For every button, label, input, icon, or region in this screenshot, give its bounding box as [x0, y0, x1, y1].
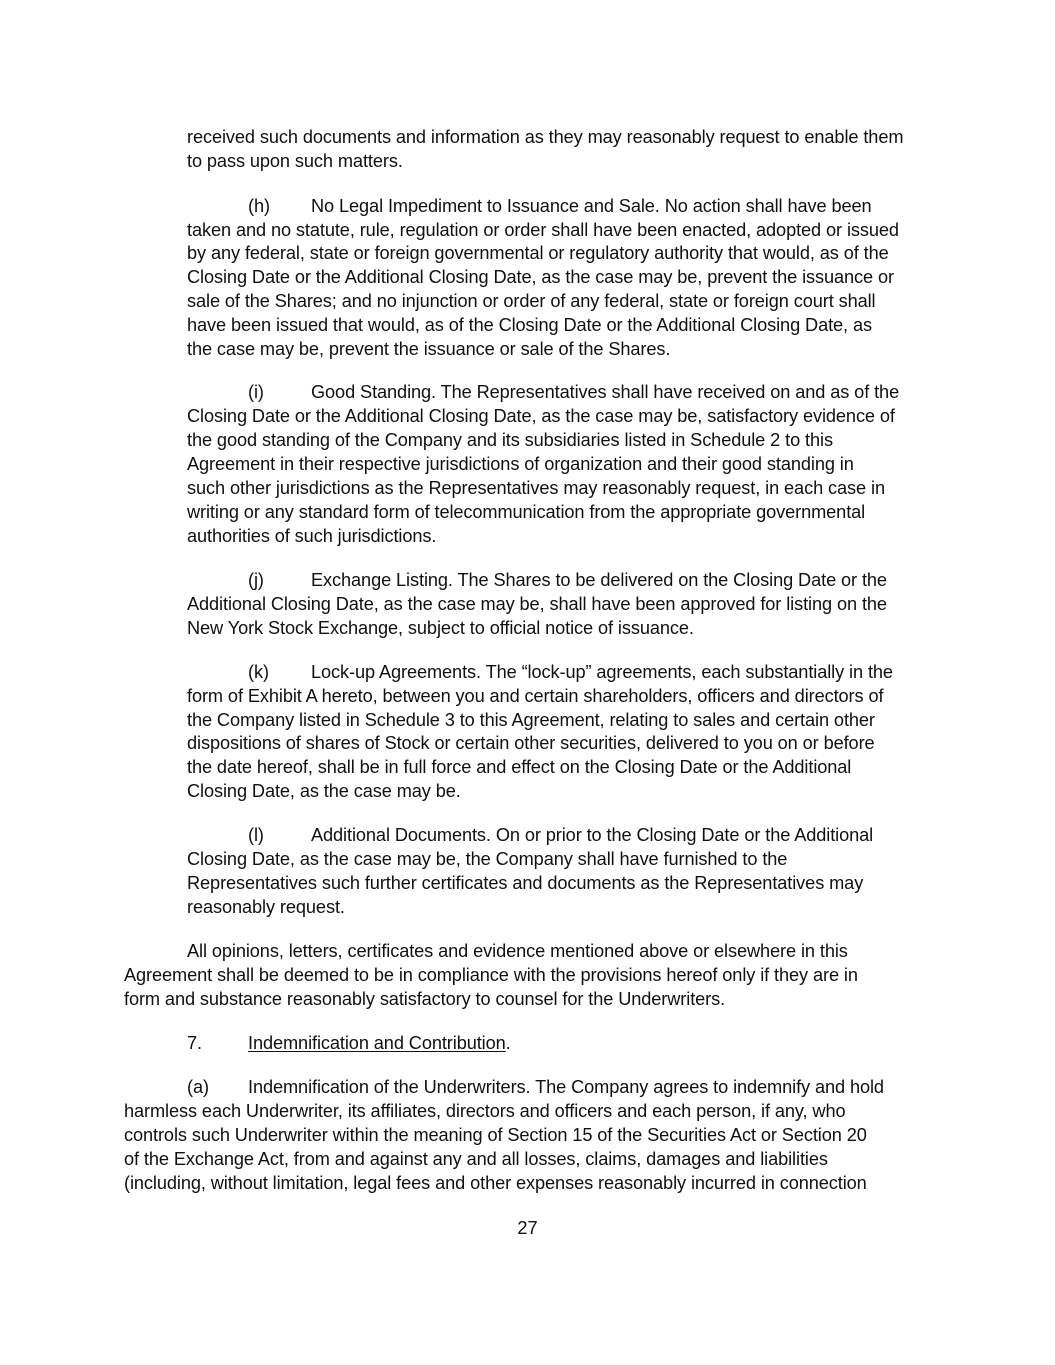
body-text-line: dispositions of shares of Stock or certain other securities, delivered to you on or before: [187, 733, 875, 753]
body-text-line: Agreement shall be deemed to be in compliance with the provisions hereof only if they are in: [124, 965, 858, 985]
body-text-line: Representatives such further certificates and documents as the Representatives may: [187, 873, 864, 893]
clause-heading-line: No Legal Impediment to Issuance and Sale. No action shall have been: [311, 196, 872, 216]
body-text-line: controls such Underwriter within the meaning of Section 15 of the Securities Act or Section 20: [124, 1125, 867, 1145]
clause-marker: (a): [187, 1077, 209, 1097]
clause-marker: (k): [248, 662, 269, 682]
section-heading: [248, 1031, 511, 1055]
clause-heading-line: Additional Documents. On or prior to the Closing Date or the Additional: [311, 825, 874, 845]
section-number: 7.: [187, 1033, 202, 1053]
body-text-line: of the Exchange Act, from and against any and all losses, claims, damages and liabilities: [124, 1149, 828, 1169]
body-text-line: to pass upon such matters.: [187, 151, 403, 171]
body-text-line: harmless each Underwriter, its affiliates, directors and officers and each person, if any, who: [124, 1101, 846, 1121]
body-text-line: Additional Closing Date, as the case may be, shall have been approved for listing on the: [187, 594, 887, 614]
body-text-line: New York Stock Exchange, subject to official notice of issuance.: [187, 618, 694, 638]
body-text-line: the Company listed in Schedule 3 to this Agreement, relating to sales and certain other: [187, 710, 875, 730]
clause-marker: (i): [248, 382, 264, 402]
body-text-line: the good standing of the Company and its subsidiaries listed in Schedule 2 to this: [187, 430, 833, 450]
body-text-line: (including, without limitation, legal fees and other expenses reasonably incurred in connection: [124, 1173, 867, 1193]
body-text-line: form of Exhibit A hereto, between you and certain shareholders, officers and directors of: [187, 686, 884, 706]
body-text-line: All opinions, letters, certificates and evidence mentioned above or elsewhere in this: [187, 941, 848, 961]
body-text-line: Closing Date, as the case may be.: [187, 781, 461, 801]
body-text-line: Closing Date, as the case may be, the Company shall have furnished to the: [187, 849, 788, 869]
body-text-line: authorities of such jurisdictions.: [187, 526, 437, 546]
clause-marker: (l): [248, 825, 264, 845]
body-text-line: the case may be, prevent the issuance or sale of the Shares.: [187, 339, 671, 359]
body-text-line: reasonably request.: [187, 897, 345, 917]
clause-heading-line: Lock-up Agreements. The “lock-up” agreements, each substantially in the: [311, 662, 893, 682]
clause-marker: (h): [248, 196, 270, 216]
body-text-line: Closing Date or the Additional Closing Date, as the case may be, satisfactory evidence of: [187, 406, 895, 426]
body-text-line: Agreement in their respective jurisdictions of organization and their good standing in: [187, 454, 854, 474]
body-text-line: such other jurisdictions as the Representatives may reasonably request, in each case in: [187, 478, 885, 498]
body-text-line: form and substance reasonably satisfactory to counsel for the Underwriters.: [124, 989, 726, 1009]
page-number: 27: [517, 1218, 538, 1238]
body-text-line: received such documents and information as they may reasonably request to enable them: [187, 127, 904, 147]
clause-heading-line: Indemnification of the Underwriters. The Company agrees to indemnify and hold: [248, 1077, 884, 1097]
body-text-line: writing or any standard form of telecommunication from the appropriate governmental: [187, 502, 866, 522]
body-text-line: taken and no statute, rule, regulation or order shall have been enacted, adopted or issued: [187, 220, 899, 240]
body-text-line: by any federal, state or foreign governmental or regulatory authority that would, as of the: [187, 243, 889, 263]
clause-heading-line: Exchange Listing. The Shares to be delivered on the Closing Date or the: [311, 570, 887, 590]
clause-heading-line: Good Standing. The Representatives shall have received on and as of the: [311, 382, 900, 402]
section-title-period: .: [505, 1033, 511, 1053]
body-text-line: sale of the Shares; and no injunction or order of any federal, state or foreign court shall: [187, 291, 876, 311]
section-title: Indemnification and Contribution: [248, 1033, 506, 1053]
clause-marker: (j): [248, 570, 264, 590]
body-text-line: have been issued that would, as of the Closing Date or the Additional Closing Date, as: [187, 315, 872, 335]
body-text-line: Closing Date or the Additional Closing Date, as the case may be, prevent the issuance or: [187, 267, 894, 287]
body-text-line: the date hereof, shall be in full force and effect on the Closing Date or the Additional: [187, 757, 852, 777]
